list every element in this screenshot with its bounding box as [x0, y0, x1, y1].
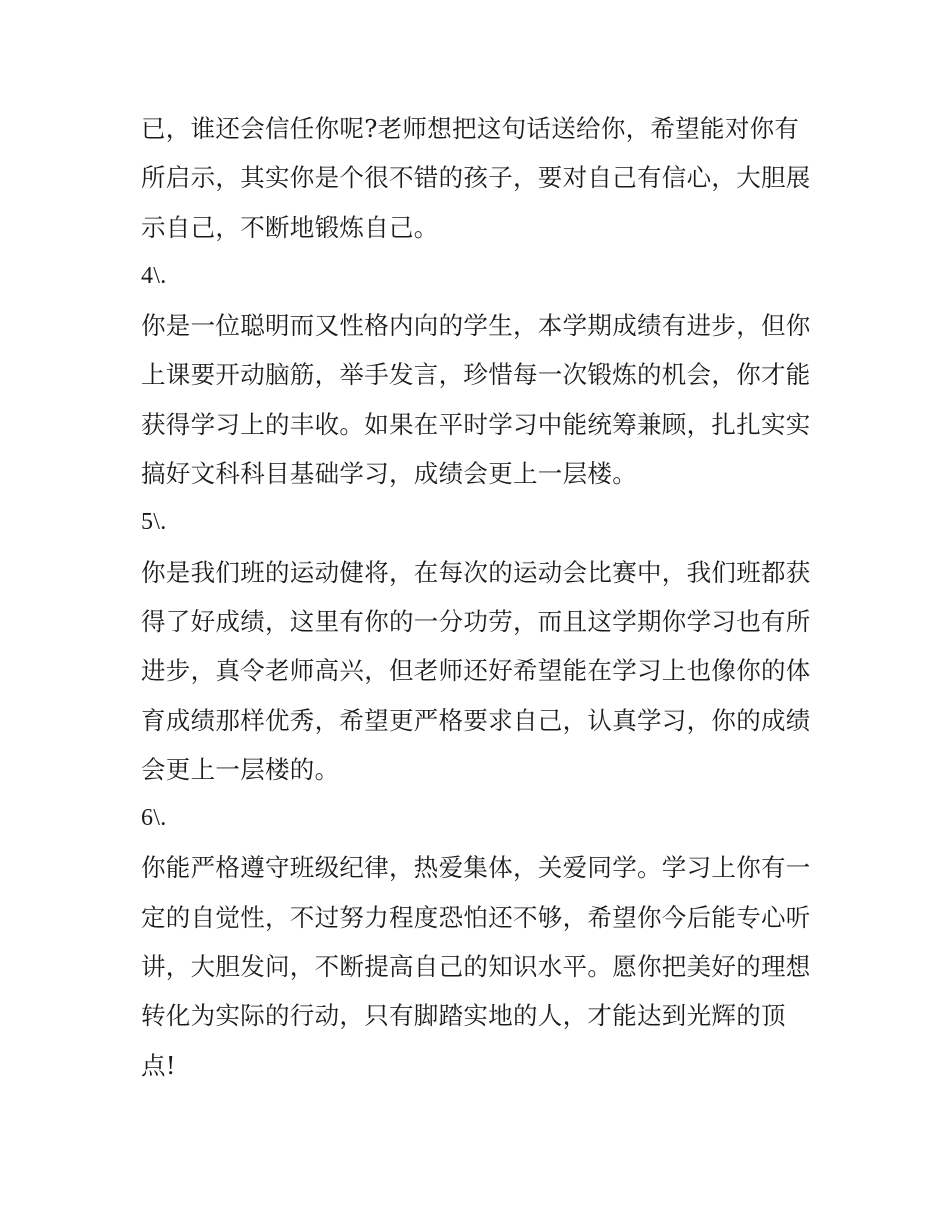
- text-line: 获得学习上的丰收。如果在平时学习中能统筹兼顾，扎扎实实: [141, 409, 811, 439]
- text-line: 进步，真令老师高兴，但老师还好希望能在学习上也像你的体: [141, 656, 811, 686]
- text-line: 你是我们班的运动健将，在每次的运动会比赛中，我们班都获: [141, 557, 811, 587]
- paragraph-item-5: [141, 548, 821, 794]
- paragraph-continued: [141, 104, 821, 252]
- text-line: 定的自觉性，不过努力程度恐怕还不够，希望你今后能专心听: [141, 902, 811, 932]
- paragraph-item-6: [141, 843, 821, 1089]
- text-line: 点!: [141, 1050, 176, 1080]
- text-line: 示自己，不断地锻炼自己。: [141, 212, 439, 242]
- item-number-6: 6\.: [141, 805, 167, 832]
- text-line: 搞好文科科目基础学习，成绩会更上一层楼。: [141, 459, 637, 489]
- text-line: 育成绩那样优秀，希望更严格要求自己，认真学习，你的成绩: [141, 705, 811, 735]
- text-line: 会更上一层楼的。: [141, 754, 340, 784]
- text-line: 得了好成绩，这里有你的一分功劳，而且这学期你学习也有所: [141, 606, 811, 636]
- text-line: 上课要开动脑筋，举手发言，珍惜每一次锻炼的机会，你才能: [141, 360, 811, 390]
- text-line: 你能严格遵守班级纪律，热爱集体，关爱同学。学习上你有一: [141, 853, 811, 883]
- document-body: [141, 104, 821, 1090]
- text-line: 你是一位聪明而又性格内向的学生，本学期成绩有进步，但你: [141, 311, 811, 341]
- item-number-5: 5\.: [141, 509, 167, 536]
- text-line: 所启示，其实你是个很不错的孩子，要对自己有信心，大胆展: [141, 163, 811, 193]
- text-line: 讲，大胆发问，不断提高自己的知识水平。愿你把美好的理想: [141, 952, 811, 982]
- paragraph-item-4: [141, 301, 821, 498]
- text-line: 已，谁还会信任你呢?老师想把这句话送给你，希望能对你有: [141, 114, 800, 143]
- text-line: 转化为实际的行动，只有脚踏实地的人，才能达到光辉的顶: [141, 1001, 786, 1031]
- item-number-4: 4\.: [141, 262, 167, 289]
